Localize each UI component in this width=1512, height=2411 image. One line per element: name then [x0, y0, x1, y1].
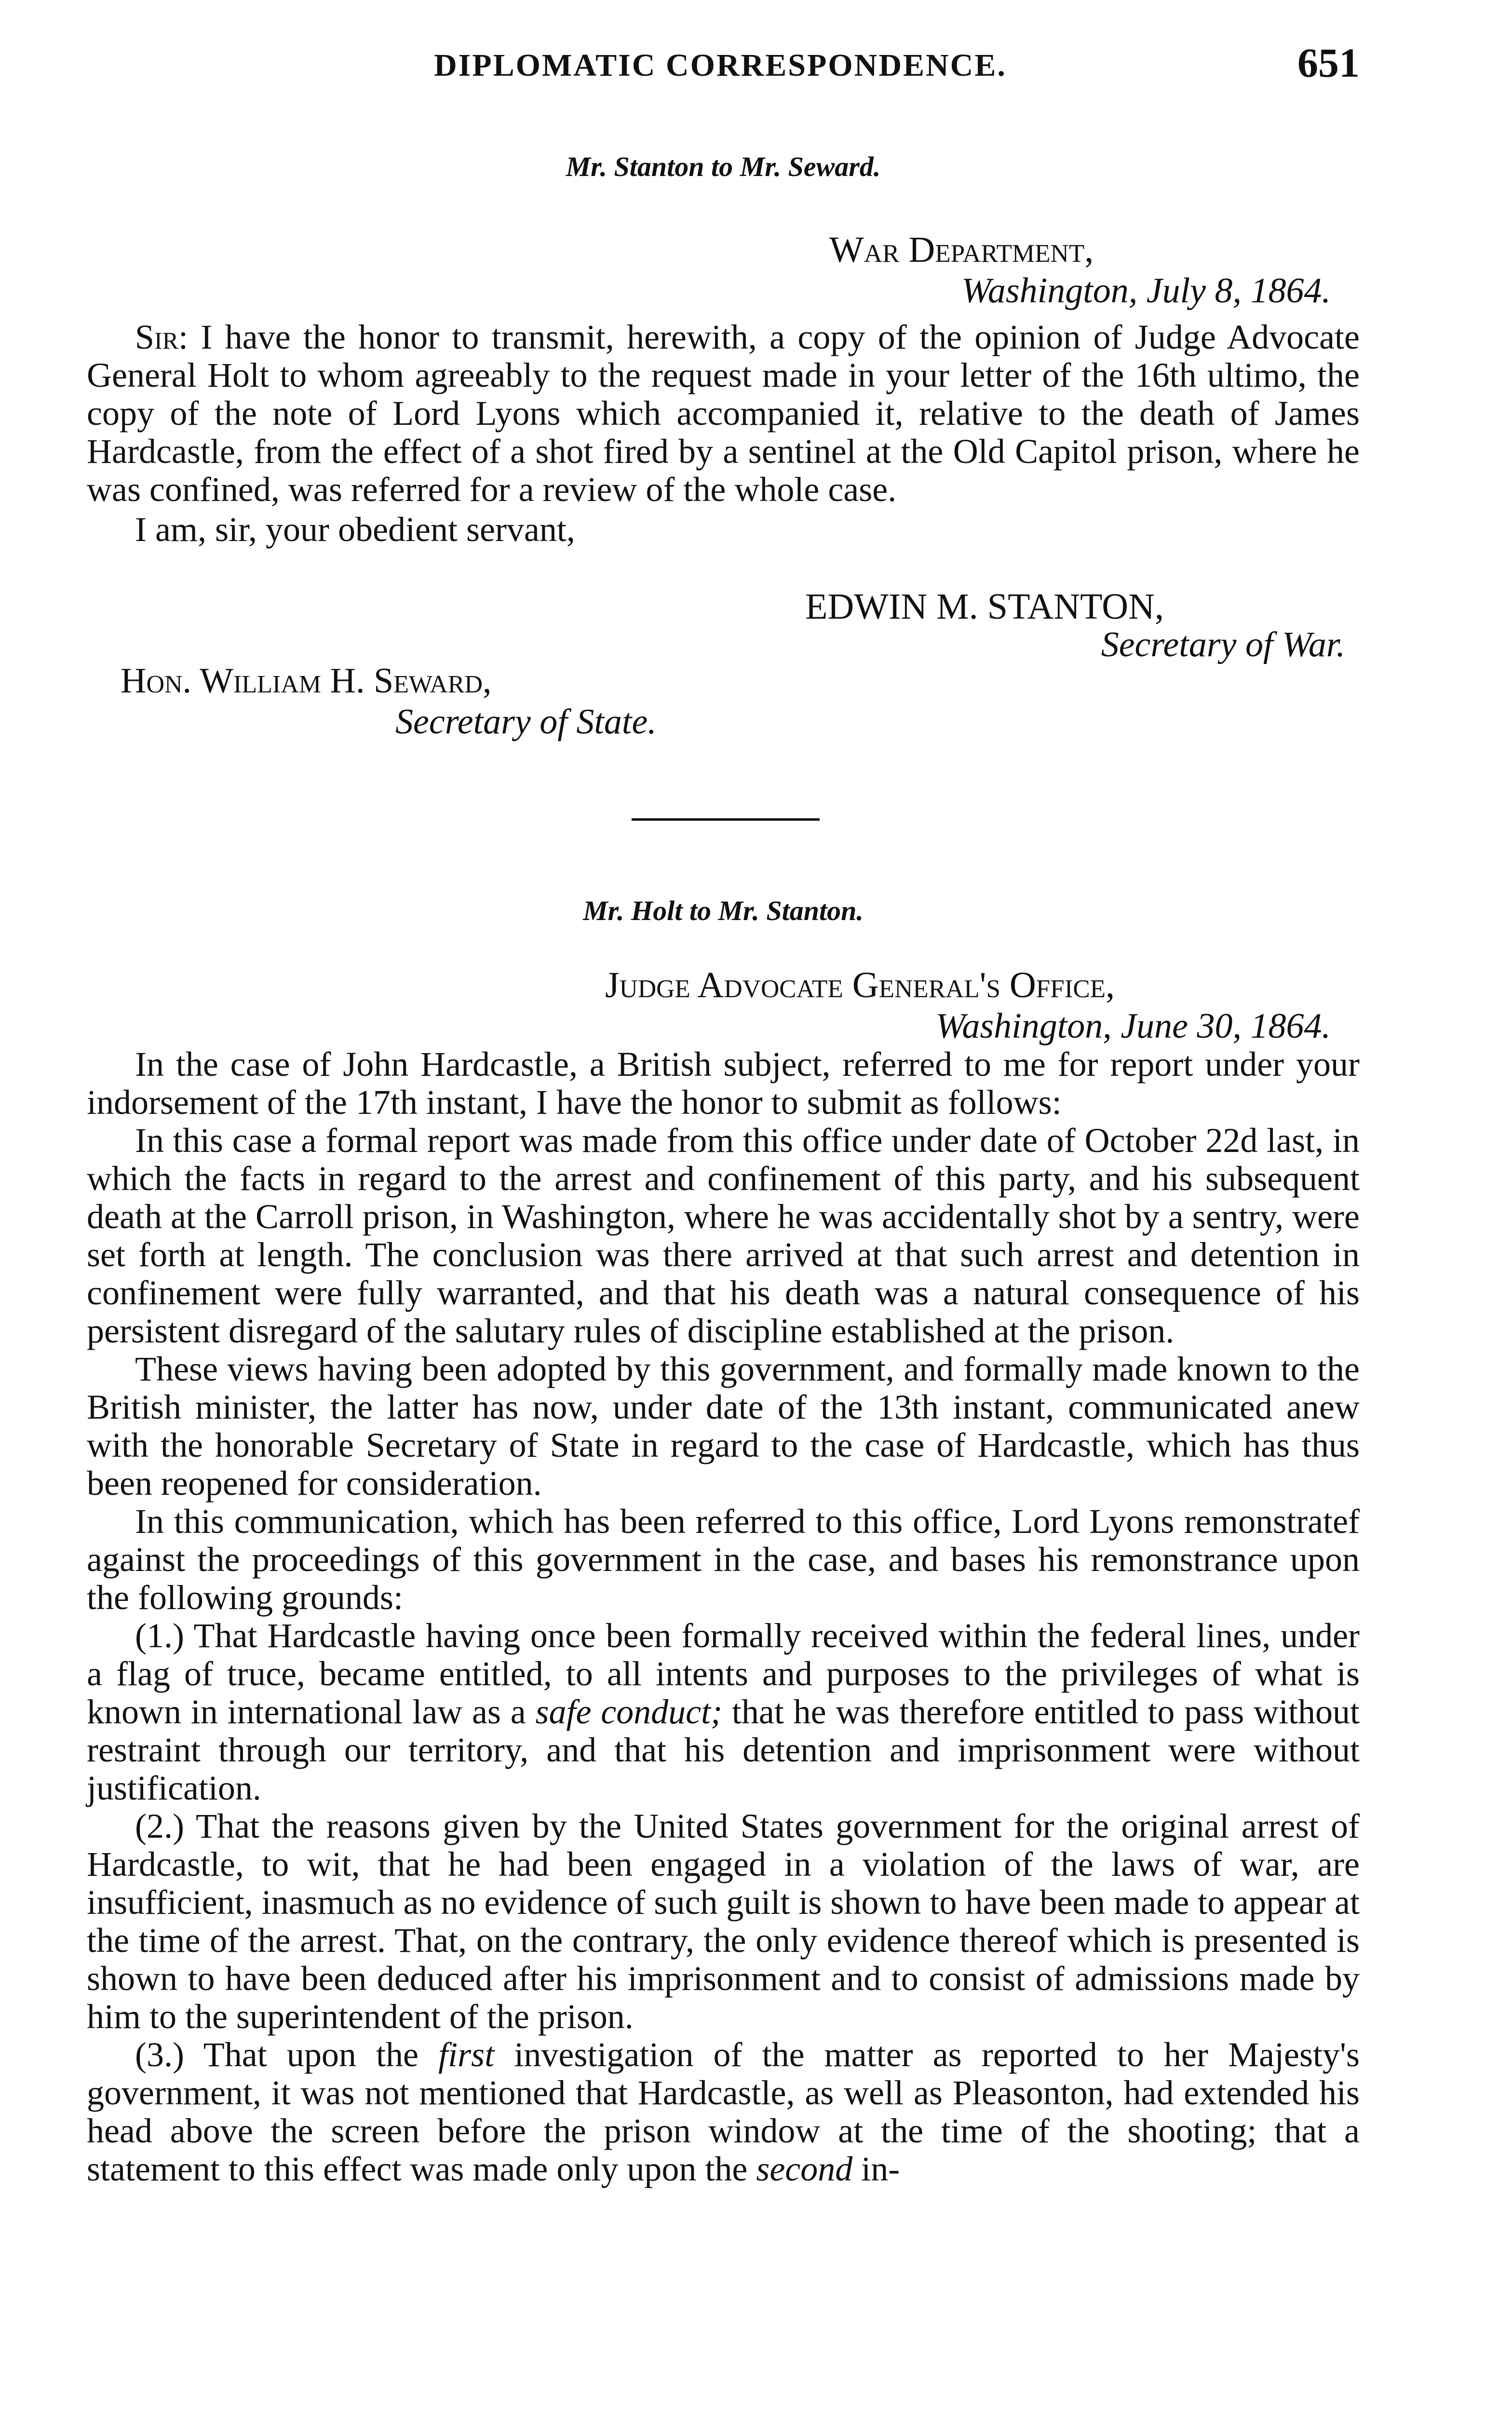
letter1-salutation: Sir: [135, 318, 189, 356]
point1-text: (1.) That Hardcastle having once been formally received within the federal lines, under a flag of truce, became entitled, to all intents and purposes to the privileges of what is known in international law as a [87, 1616, 1360, 1731]
signer-title: Secretary of War. [1101, 625, 1345, 664]
addressee-title: Secretary of State. [395, 702, 657, 742]
letter2-body [87, 1045, 1360, 2188]
point3-text-end: in- [861, 2150, 900, 2188]
running-header [87, 39, 1360, 92]
letter2-office: Judge Advocate General's Office, [605, 965, 1115, 1005]
letter2-paragraph: In this communication, which has been referred to this office, Lord Lyons remonstratef against the proceedings of this government in the case, and bases his remonstrance upon the following grounds: [87, 1502, 1360, 1617]
point1-text-after: that he was therefore entitled to pass without restraint through our territory, and that his detention and imprisonment were without justification. [87, 1693, 1360, 1807]
letter2-heading [87, 964, 1360, 1046]
letter1-place-date: Washington, July 8, 1864. [961, 271, 1331, 311]
point3-italic-first: first [438, 2035, 495, 2074]
letter1-body-text: I have the honor to transmit, herewith, a copy of the opinion of Judge Advocate General Holt to whom agreeably to the request made in your letter of the 16th ultimo, the copy of the note of Lord Lyons which accompanied it, relative to the death of James Hardcastle, from the effect of a shot fired by a sentinel at the Old Capitol prison, where he was confined, was referred for a review of the whole case. [87, 318, 1360, 509]
letter1-caption: Mr. Stanton to Mr. Seward. [566, 151, 881, 182]
addressee-name: Hon. William H. Seward, [121, 661, 492, 701]
letter1-signature-block [87, 586, 1360, 750]
letter1-body [87, 318, 1360, 509]
ground-point-2: (2.) That the reasons given by the United States government for the original arrest of Hardcastle, to wit, that he had been engaged in a violation of the laws of war, are insufficient, inasmuch as no evidence of such guilt is shown to have been made to appear at the time of the arrest. That, on the contrary, the only evidence thereof which is presented is shown to have been deduced after his imprisonment and to consist of admissions made by him to the superintendent of the prison. [87, 1807, 1360, 2036]
ground-point-3 [87, 2036, 1360, 2188]
section-divider [632, 818, 820, 821]
running-title: DIPLOMATIC CORRESPONDENCE. [434, 48, 1007, 83]
letter2-place-date: Washington, June 30, 1864. [935, 1006, 1331, 1046]
signer-name: EDWIN M. STANTON, [805, 586, 1164, 627]
letter2-paragraph: In the case of John Hardcastle, a British subject, referred to me for report under your indorsement of the 17th instant, I have the honor to submit as follows: [87, 1045, 1360, 1122]
point1-italic: safe conduct; [535, 1693, 723, 1731]
ground-point-1 [87, 1617, 1360, 1807]
letter2-caption: Mr. Holt to Mr. Stanton. [583, 895, 864, 926]
letter2-paragraph: In this case a formal report was made from this office under date of October 22d last, in which the facts in regard to the arrest and confinement of this party, and his subsequent death at the Carroll prison, in Washington, where he was accidentally shot by a sentry, were set forth at length. The conclusion was there arrived at that such arrest and detention in confinement were fully warranted, and that his death was a natural consequence of his persistent disregard of the salutary rules of discipline established at the prison. [87, 1121, 1360, 1350]
page-number: 651 [1297, 40, 1360, 86]
point3-text: (3.) That upon the [135, 2035, 418, 2074]
point3-text-middle: investigation of the matter as reported to her Majesty's government, it was not mentioned that Hardcastle, as well as Pleasonton, had extended his head above the screen before the prison window at the time of the shooting; that a statement to this effect was made only upon the [87, 2035, 1360, 2188]
letter1-closing: I am, sir, your obedient servant, [135, 510, 575, 549]
letter2-paragraph: These views having been adopted by this government, and formally made known to the British minister, the latter has now, under date of the 13th instant, communicated anew with the honorable Secretary of State in regard to the case of Hardcastle, which has thus been reopened for consideration. [87, 1350, 1360, 1503]
letter1-office: War Department, [829, 230, 1094, 270]
point3-italic-second: second [756, 2150, 853, 2188]
letter1-heading [87, 229, 1360, 311]
letter1-body-block [87, 318, 1360, 549]
